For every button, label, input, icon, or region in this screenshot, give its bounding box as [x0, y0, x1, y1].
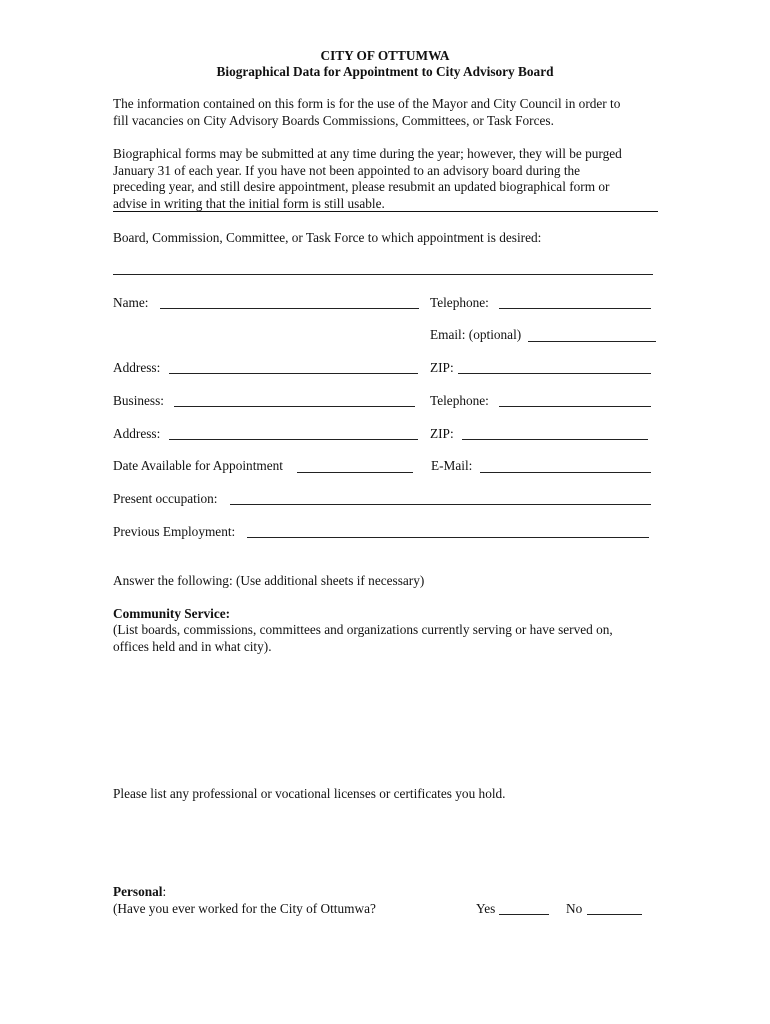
telephone-label: Telephone: — [430, 295, 489, 310]
no-input-line[interactable] — [587, 914, 642, 915]
intro-line: The information contained on this form is for the use of the Mayor and City Council in order to — [113, 96, 621, 111]
business-telephone-label: Telephone: — [430, 393, 489, 408]
previous-employment-label: Previous Employment: — [113, 524, 236, 539]
community-service-text — [113, 622, 613, 655]
intro-line: fill vacancies on City Advisory Boards Commissions, Committees, or Task Forces. — [113, 112, 554, 128]
previous-employment-input-line[interactable] — [247, 537, 649, 538]
business-zip-input-line[interactable] — [462, 439, 648, 440]
business-telephone-input-line[interactable] — [499, 406, 651, 407]
address-label: Address: — [113, 360, 161, 375]
worked-question: (Have you ever worked for the City of Ottumwa? — [113, 901, 376, 916]
personal-heading: Personal — [113, 884, 163, 899]
yes-label: Yes — [476, 901, 496, 916]
intro-paragraph-1 — [113, 96, 620, 129]
board-input-line[interactable] — [113, 274, 653, 275]
zip-input-line[interactable] — [458, 373, 651, 374]
name-label: Name: — [113, 295, 149, 310]
address-input-line[interactable] — [169, 373, 418, 374]
date-available-label: Date Available for Appointment — [113, 458, 283, 473]
personal-colon: : — [162, 884, 167, 899]
personal-heading-row — [113, 884, 166, 900]
business-zip-label: ZIP: — [430, 426, 454, 441]
intro-line: advise in writing that the initial form is still usable. — [113, 195, 385, 211]
board-label: Board, Commission, Committee, or Task Force to which appointment is desired: — [113, 230, 542, 245]
community-service-line: (List boards, commissions, committees and organizations currently serving or have served on, — [113, 622, 613, 637]
email-optional-label: Email: (optional) — [430, 327, 522, 342]
licenses-prompt: Please list any professional or vocational licenses or certificates you hold. — [113, 786, 506, 801]
intro-paragraph-2 — [113, 146, 622, 212]
business-address-input-line[interactable] — [169, 439, 418, 440]
city-title: CITY OF OTTUMWA — [320, 48, 450, 63]
form-title: Biographical Data for Appointment to City Advisory Board — [216, 64, 554, 79]
intro-line: January 31 of each year. If you have not been appointed to an advisory board during the — [113, 162, 581, 178]
present-occupation-label: Present occupation: — [113, 491, 218, 506]
name-input-line[interactable] — [160, 308, 419, 309]
telephone-input-line[interactable] — [499, 308, 651, 309]
section-divider — [113, 211, 658, 212]
business-address-label: Address: — [113, 426, 161, 441]
email-label: E-Mail: — [431, 458, 473, 473]
business-input-line[interactable] — [174, 406, 415, 407]
date-available-input-line[interactable] — [297, 472, 413, 473]
yes-input-line[interactable] — [499, 914, 549, 915]
zip-label: ZIP: — [430, 360, 454, 375]
present-occupation-input-line[interactable] — [230, 504, 651, 505]
email-optional-input-line[interactable] — [528, 341, 656, 342]
email-input-line[interactable] — [480, 472, 651, 473]
answer-instructions: Answer the following: (Use additional sheets if necessary) — [113, 573, 425, 588]
community-service-line: offices held and in what city). — [113, 638, 272, 654]
intro-line: Biographical forms may be submitted at any time during the year; however, they will be purged — [113, 146, 622, 161]
business-label: Business: — [113, 393, 164, 408]
intro-line: preceding year, and still desire appointment, please resubmit an updated biographical form or — [113, 179, 610, 194]
no-label: No — [566, 901, 583, 916]
community-service-heading: Community Service: — [113, 606, 231, 621]
